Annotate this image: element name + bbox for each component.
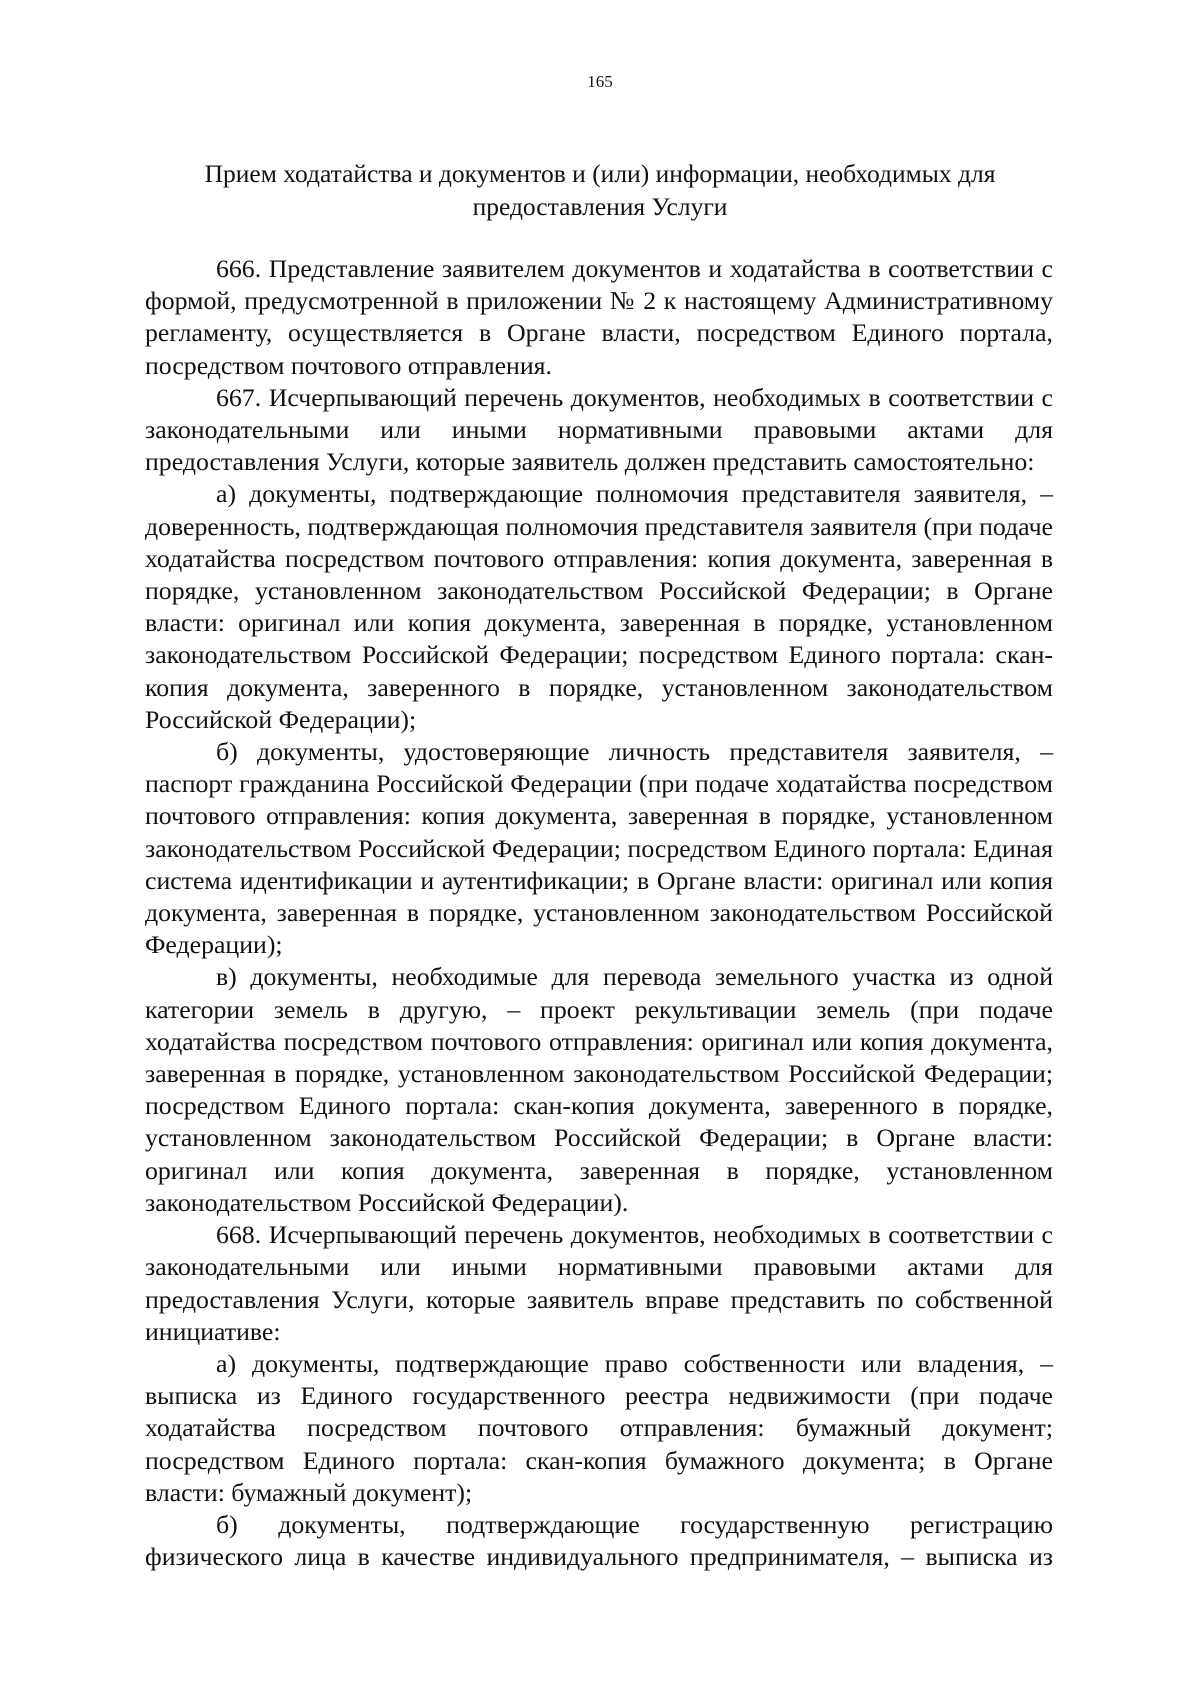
paragraph-667-b: б) документы, удостоверяющие личность представителя заявителя, – паспорт гражданина Российской Федерации (при подаче ходатайства посредством почтового отправления: копия документа, заверенная в порядке, установленном законодательством Российской Федерации; посредством Единого портала: Единая система идентификации и аутентификации; в Органе власти: оригинал или копия документа, заверенная в порядке, установленном законодательством Российской Федерации); xyxy=(145,737,1053,960)
section-title: Прием ходатайства и документов и (или) информации, необходимых для предоставления Услуги xyxy=(204,159,996,221)
paragraph-667-a: а) документы, подтверждающие полномочия представителя заявителя, – доверенность, подтверждающая полномочия представителя заявителя (при подаче ходатайства посредством почтового отправления: копия документа, заверенная в порядке, установленном законодательством Российской Федерации; в Органе власти: оригинал или копия документа, заверенная в порядке, установленном законодательством Российской Федерации; посредством Единого портала: скан-копия документа, заверенного в порядке, установленном законодательством Российской Федерации); xyxy=(145,479,1053,734)
paragraph-667-v: в) документы, необходимые для перевода земельного участка из одной категории земель в другую, – проект рекультивации земель (при подаче ходатайства посредством почтового отправления: оригинал или копия документа, заверенная в порядке, установленном законодательством Российской Федерации; посредством Единого портала: скан-копия документа, заверенного в порядке, установленном законодательством Российской Федерации; в Органе власти: оригинал или копия документа, заверенная в порядке, установленном законодательством Российской Федерации). xyxy=(145,962,1053,1217)
paragraph-666: 666. Представление заявителем документов и ходатайства в соответствии с формой, предусмотренной в приложении № 2 к настоящему Административному регламенту, осуществляется в Органе власти, посредством Единого портала, посредством почтового отправления. xyxy=(145,254,1053,380)
page-number: 165 xyxy=(587,72,613,91)
paragraph-668: 668. Исчерпывающий перечень документов, необходимых в соответствии с законодательными или иными нормативными правовыми актами для предоставления Услуги, которые заявитель вправе представить по собственной инициативе: xyxy=(145,1220,1053,1346)
document-body xyxy=(145,253,1053,1573)
paragraph-668-a: а) документы, подтверждающие право собственности или владения, – выписка из Единого государственного реестра недвижимости (при подаче ходатайства посредством почтового отправления: бумажный документ; посредством Единого портала: скан-копия бумажного документа; в Органе власти: бумажный документ); xyxy=(145,1348,1053,1507)
paragraph-667: 667. Исчерпывающий перечень документов, необходимых в соответствии с законодательными или иными нормативными правовыми актами для предоставления Услуги, которые заявитель должен представить самостоятельно: xyxy=(145,382,1053,477)
paragraph-668-b: б) документы, подтверждающие государственную регистрацию физического лица в качестве индивидуального предпринимателя, – выписка из xyxy=(145,1509,1053,1572)
